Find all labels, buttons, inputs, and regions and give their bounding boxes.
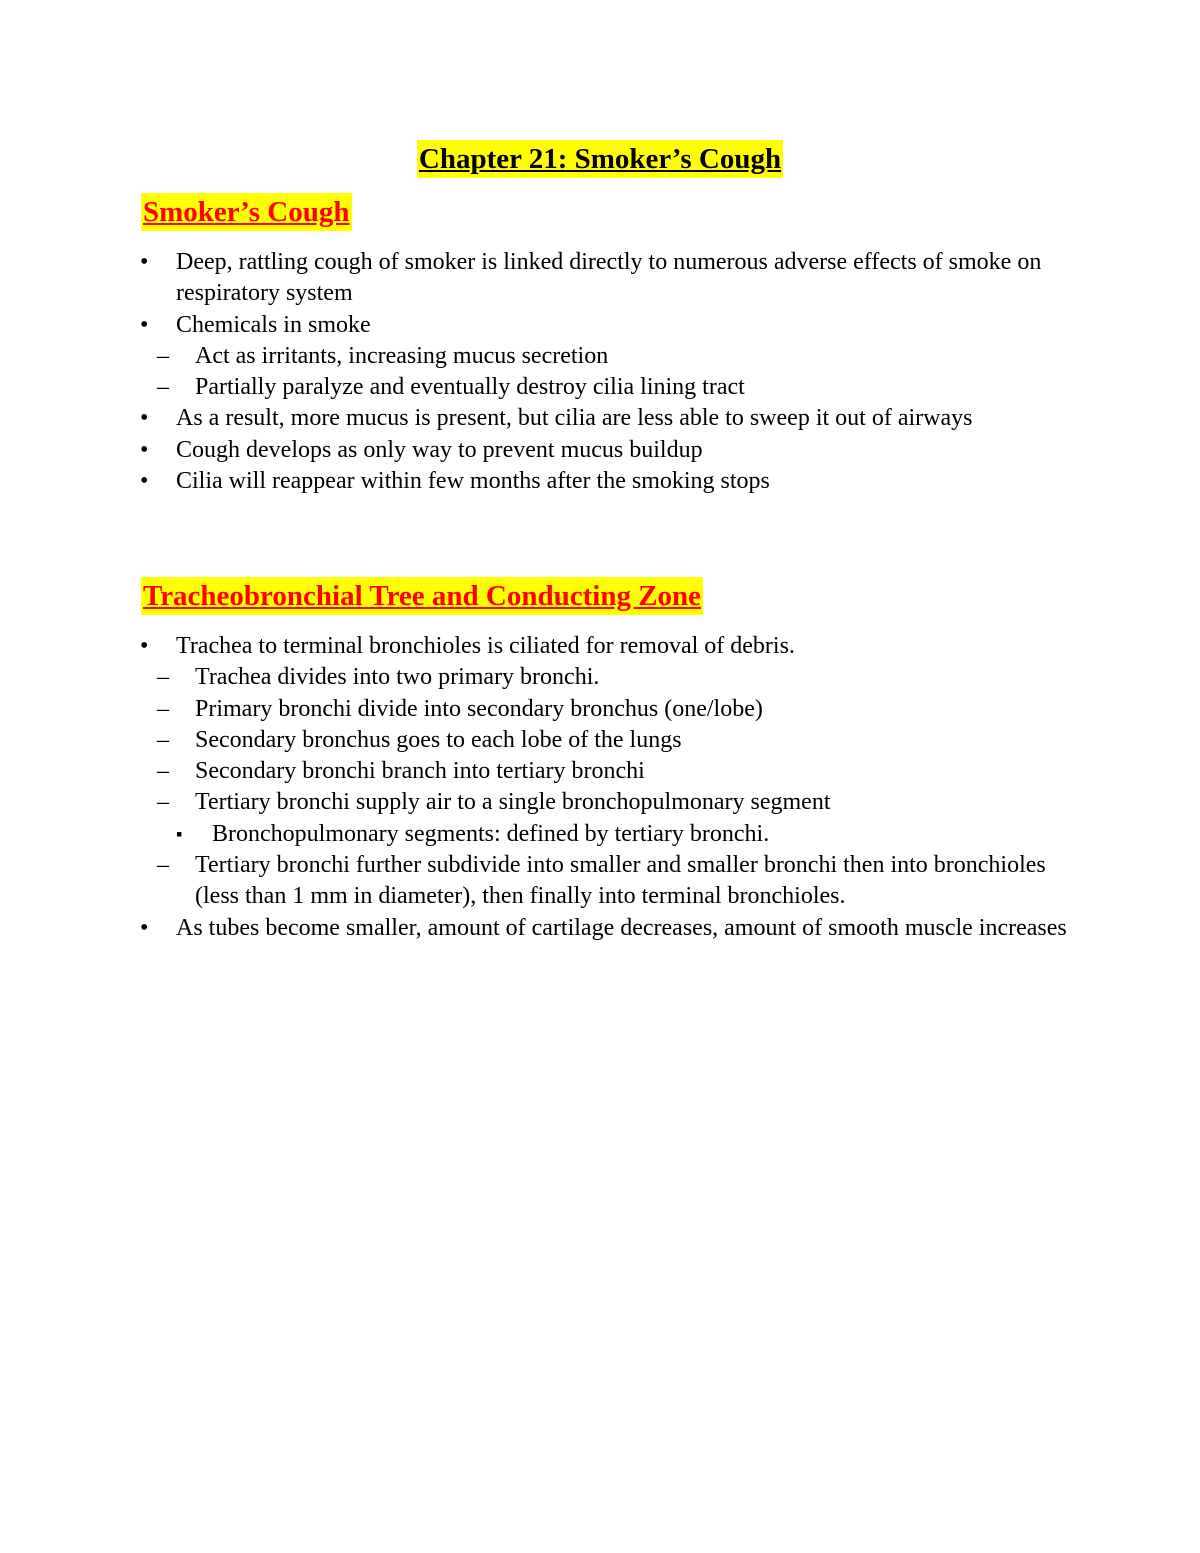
page-title: Chapter 21: Smoker’s Cough	[417, 140, 783, 178]
bullet-item	[0, 913, 1200, 944]
bullet-item	[0, 247, 1200, 310]
bullet-marker: •	[140, 311, 149, 338]
bullet-text: Cough develops as only way to prevent mucus buildup	[176, 436, 703, 463]
section-heading-tracheobronchial-tree: Tracheobronchial Tree and Conducting Zone	[141, 577, 703, 615]
tracheobronchial-tree-list	[0, 631, 1200, 944]
bullet-item	[0, 435, 1200, 466]
square-marker: ▪	[176, 823, 183, 844]
dash-marker: –	[157, 342, 169, 369]
bullet-marker: •	[140, 468, 149, 495]
bullet-marker: •	[140, 405, 149, 432]
sub-bullet-item	[0, 372, 1200, 403]
bullet-text: Trachea divides into two primary bronchi.	[195, 664, 600, 691]
sub-bullet-item	[0, 787, 1200, 818]
bullet-item	[0, 403, 1200, 434]
bullet-text: Chemicals in smoke	[176, 311, 371, 338]
bullet-marker: •	[140, 633, 149, 659]
bullet-text: Tertiary bronchi supply air to a single bronchopulmonary segment	[195, 789, 831, 816]
sub-bullet-item	[0, 341, 1200, 372]
sub-bullet-item	[0, 850, 1200, 913]
bullet-item	[0, 631, 1200, 662]
sub-bullet-item	[0, 662, 1200, 693]
bullet-text: Act as irritants, increasing mucus secretion	[195, 342, 609, 369]
sub-bullet-item	[0, 756, 1200, 787]
bullet-text: Partially paralyze and eventually destroy cilia lining tract	[195, 374, 745, 401]
sub-bullet-item	[0, 725, 1200, 756]
title-wrapper	[0, 140, 1200, 178]
bullet-text: Deep, rattling cough of smoker is linked directly to numerous adverse effects of smoke on respiratory system	[176, 249, 1042, 307]
bullet-text: Cilia will reappear within few months after the smoking stops	[176, 468, 770, 495]
dash-marker: –	[157, 852, 169, 879]
bullet-text: Bronchopulmonary segments: defined by tertiary bronchi.	[212, 820, 770, 847]
bullet-text: As a result, more mucus is present, but cilia are less able to sweep it out of airways	[176, 405, 973, 432]
bullet-item	[0, 466, 1200, 497]
dash-marker: –	[157, 374, 169, 401]
section-heading-smokers-cough: Smoker’s Cough	[141, 193, 352, 231]
bullet-text: Secondary bronchi branch into tertiary bronchi	[195, 758, 645, 785]
sub-bullet-item	[0, 694, 1200, 725]
smokers-cough-list	[0, 247, 1200, 497]
bullet-item	[0, 310, 1200, 341]
bullet-marker: •	[140, 249, 149, 275]
dash-marker: –	[157, 758, 169, 785]
bullet-text: Primary bronchi divide into secondary bronchus (one/lobe)	[195, 695, 763, 722]
dash-marker: –	[157, 726, 169, 753]
bullet-marker: •	[140, 436, 149, 463]
bullet-text: As tubes become smaller, amount of cartilage decreases, amount of smooth muscle increases	[176, 914, 1067, 941]
bullet-text: Trachea to terminal bronchioles is ciliated for removal of debris.	[176, 633, 795, 659]
bullet-marker: •	[140, 914, 149, 941]
sub-sub-bullet-item	[0, 819, 1200, 850]
bullet-text: Secondary bronchus goes to each lobe of the lungs	[195, 726, 682, 753]
dash-marker: –	[157, 789, 169, 816]
dash-marker: –	[157, 695, 169, 722]
dash-marker: –	[157, 664, 169, 691]
bullet-text: Tertiary bronchi further subdivide into smaller and smaller bronchi then into bronchioles (less than 1 mm in diameter), then finally into terminal bronchioles.	[195, 852, 1046, 910]
